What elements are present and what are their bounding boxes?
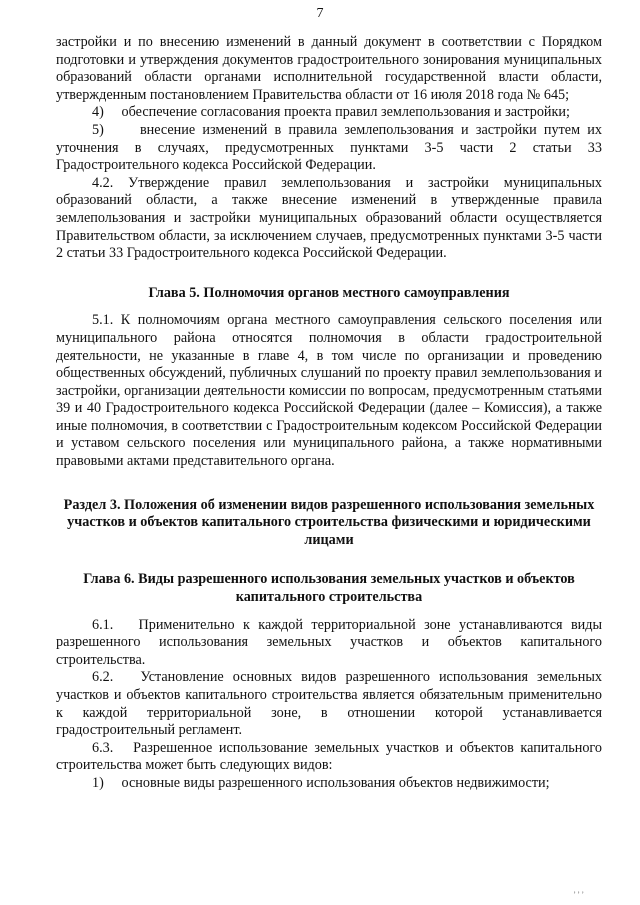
chapter-5-heading: Глава 5. Полномочия органов местного самоуправления xyxy=(148,284,510,301)
page-number: 7 xyxy=(316,6,324,21)
list-item-4-approval: 4) обеспечение согласования проекта правил землепользования и застройки; xyxy=(92,104,570,121)
chapter-6-heading: Глава 6. Виды разрешенного использования земельных участков и объектов капитального строительства xyxy=(83,571,575,606)
document-body xyxy=(56,34,602,793)
section-3-heading: Раздел 3. Положения об изменении видов разрешенного использования земельных участков и объектов капитального строительства физическими и юридическими лицами xyxy=(63,496,595,548)
footer-mark: ’’’ xyxy=(573,890,586,899)
paragraph-6-2: 6.2. Установление основных видов разрешенного использования земельных участков и объектов капитального строительства является обязательным применительно к каждой территориальной зоне, в отношении которой устанавливается градостроительный регламент. xyxy=(56,669,602,739)
paragraph-zoning-procedure: застройки и по внесению изменений в данный документ в соответствии с Порядком подготовки и утверждения документов градостроительного зонирования муниципальных образований области органами исполнительной государственной власти области, утвержденным постановлением Правительства области от 16 июля 2018 года № 645; xyxy=(56,34,602,103)
list-item-5-amendments: 5) внесение изменений в правила землепользования и застройки путем их уточнения в случаях, предусмотренных пунктами 3-5 части 2 статьи 33 Градостроительного кодекса Российской Федерации. xyxy=(56,121,602,174)
list-item-1-main-uses: 1) основные виды разрешенного использования объектов недвижимости; xyxy=(92,774,550,791)
paragraph-6-3: 6.3. Разрешенное использование земельных участков и объектов капитального строительства может быть следующих видов: xyxy=(56,739,602,774)
paragraph-6-1: 6.1. Применительно к каждой территориальной зоне устанавливаются виды разрешенного использования земельных участков и объектов капитального строительства. xyxy=(56,616,602,668)
paragraph-4-2: 4.2. Утверждение правил землепользования и застройки муниципальных образований области, а также внесение изменений в утвержденные правила землепользования и застройки муниципальных образований области осуществляется Правительством области, за исключением случаев, предусмотренных пунктами 3-5 части 2 статьи 33 Градостроительного кодекса Российской Федерации. xyxy=(56,174,602,262)
paragraph-5-1: 5.1. К полномочиям органа местного самоуправления сельского поселения или муниципального района относятся полномочия в области градостроительной деятельности, не указанные в главе 4, в том числе по организации и проведению общественных обсуждений, публичных слушаний по проекту правил землепользования и застройки, организации деятельности комиссии по вопросам, предусмотренным статьями 39 и 40 Градостроительного кодекса Российской Федерации (далее – Комиссия), а также иные полномочия, в соответствии с Градостроительным кодексом Российской Федерации и уставом сельского поселения или муниципального района, а также нормативными правовыми актами представительного органа. xyxy=(56,312,602,470)
